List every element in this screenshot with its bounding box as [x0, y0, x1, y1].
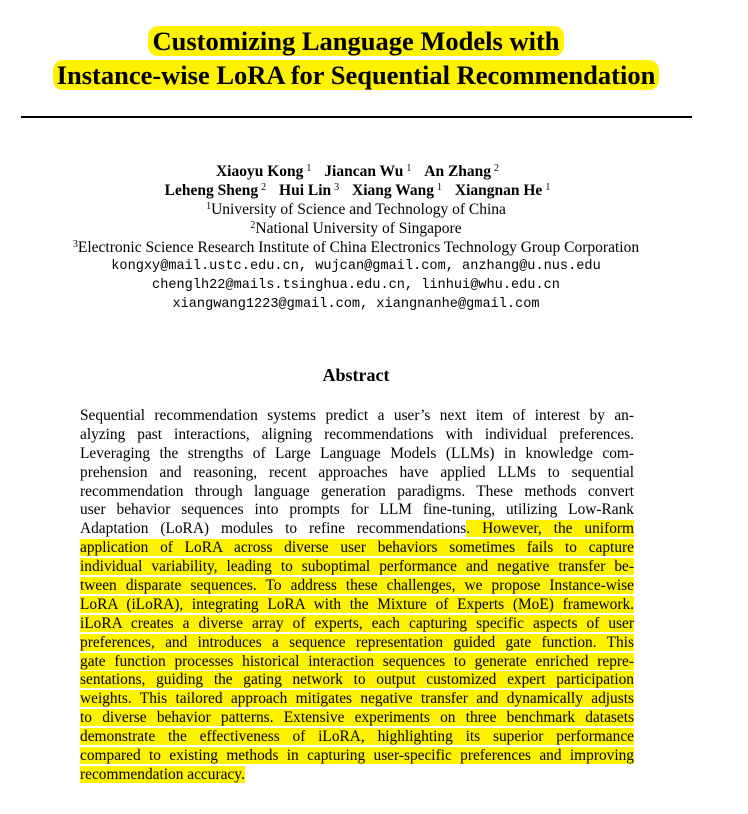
author: An Zhang $^2$: [424, 163, 500, 180]
email-line: chenglh22@mails.tsinghua.edu.cn, linhui@whu.edu.cn: [152, 278, 560, 293]
abstract-line: preferences, and introduces a sequence representation guided gate function. This: [80, 633, 634, 651]
abstract-heading: Abstract: [322, 365, 390, 385]
author: Xiaoyu Kong $^1$: [215, 163, 312, 180]
author-row-1: [0, 162, 712, 181]
abstract-line: application of LoRA across diverse user behaviors sometimes fails to capture: [80, 539, 634, 557]
author: Xiang Wang $^1$: [352, 182, 442, 199]
abstract-line: prehension and reasoning, recent approaches have applied LLMs to sequential: [80, 463, 634, 481]
abstract-line: compared to existing methods in capturing user-specific preferences and improving: [80, 747, 634, 765]
email-line: xiangwang1223@gmail.com, xiangnanhe@gmail.com: [172, 297, 540, 312]
abstract-line: recommendation accuracy.: [80, 765, 245, 783]
author: Xiangnan He $^1$: [454, 182, 551, 199]
abstract-line: recommendation through language generation paradigms. These methods convert: [80, 482, 634, 500]
abstract-body: [80, 407, 634, 785]
affiliation: $^1$University of Science and Technology of China: [206, 201, 506, 218]
author: Jiancan Wu $^1$: [324, 163, 412, 180]
title-line-1: Customizing Language Models with: [148, 26, 563, 56]
abstract-line: user behavior sequences into prompts for LLM fine-tuning, utilizing Low-Rank: [80, 501, 634, 519]
email-line: kongxy@mail.ustc.edu.cn, wujcan@gmail.com, anzhang@u.nus.edu: [111, 259, 601, 274]
abstract-line: weights. This tailored approach mitigates negative transfer and dynamically adjusts: [80, 690, 634, 708]
title-line-2: Instance-wise LoRA for Sequential Recommendation: [53, 60, 660, 90]
abstract-line: to diverse behavior patterns. Extensive experiments on three benchmark datasets: [80, 709, 634, 727]
abstract-line: Adaptation (LoRA) modules to refine recommendations. However, the uniform: [80, 520, 634, 538]
affiliation: $^3$Electronic Science Research Institute of China Electronics Technology Group Corporation: [72, 239, 640, 256]
abstract-line: demonstrate the effectiveness of iLoRA, highlighting its superior performance: [80, 728, 634, 746]
abstract-line: tween disparate sequences. To address these challenges, we propose Instance-wise: [80, 577, 634, 595]
title-line: [0, 58, 712, 92]
affiliation: $^2$National University of Singapore: [250, 220, 462, 237]
abstract-line: Sequential recommendation systems predict a user’s next item of interest by an-: [80, 407, 634, 424]
title-rule: [21, 116, 692, 118]
title-line: [0, 24, 712, 58]
abstract-line: individual variability, leading to suboptimal performance and negative transfer be-: [80, 558, 634, 576]
paper-title: [0, 24, 712, 92]
abstract-line: gate function processes historical interaction sequences to generate enriched repre-: [80, 652, 634, 670]
abstract-line: alyzing past interactions, aligning recommendations with individual preferences.: [80, 425, 634, 443]
abstract-line: Leveraging the strengths of Large Language Models (LLMs) in knowledge com-: [80, 444, 634, 462]
abstract-line: sentations, guiding the gating network to output customized expert participation: [80, 671, 634, 689]
author: Hui Lin $^3$: [279, 182, 340, 199]
abstract-line: iLoRA creates a diverse array of experts, each capturing specific aspects of user: [80, 614, 634, 632]
author: Leheng Sheng $^2$: [164, 182, 267, 199]
abstract-line: LoRA (iLoRA), integrating LoRA with the Mixture of Experts (MoE) framework.: [80, 595, 634, 613]
author-block: [0, 162, 712, 314]
author-row-2: [0, 181, 712, 200]
